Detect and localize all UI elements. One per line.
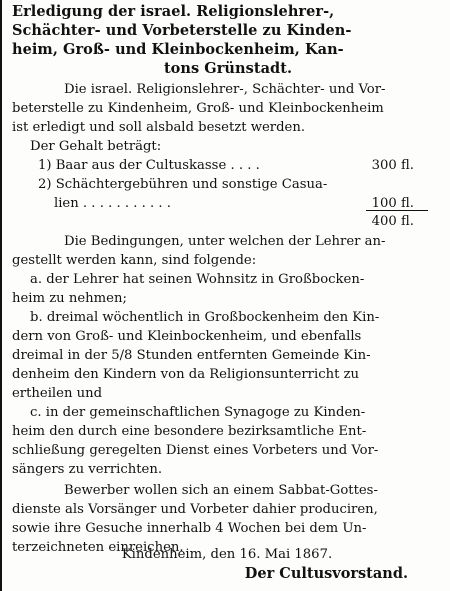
salary-item-1-label: 1) Baar aus der Cultuskasse . . . . [38,158,260,173]
closing-line: sowie ihre Gesuche innerhalb 4 Wochen bei dem Un- [12,521,367,536]
conditions-line: heim den durch eine besondere bezirksamtliche Ent- [12,424,367,439]
conditions-paragraph [12,232,444,479]
conditions-line: b. dreimal wöchentlich in Großbockenheim den Kin- [30,310,380,325]
salary-item-2-label-b: lien . . . . . . . . . . . [54,196,171,211]
intro-line: beterstelle zu Kindenheim, Groß- und Kleinbockenheim [12,101,384,116]
heading-line: tons Grünstadt. [163,60,293,77]
signature: Der Cultusvorstand. [244,565,408,582]
salary-section [12,137,444,213]
heading-line: heim, Groß- und Kleinbockenheim, Kan- [12,41,344,58]
heading-line: Schächter- und Vorbeterstelle zu Kinden- [12,22,352,39]
salary-item-1-amount: 300 fl. [371,158,414,173]
conditions-line: c. in der gemeinschaftlichen Synagoge zu Kinden- [30,405,366,420]
intro-line: ist erledigt und soll alsbald besetzt werden. [12,120,306,135]
conditions-line: gestellt werden kann, sind folgende: [12,253,257,268]
dateline: Kindenheim, den 16. Mai 1867. [121,547,333,562]
conditions-line: dern von Groß- und Kleinbockenheim, und ebenfalls [12,329,362,344]
conditions-line: dreimal in der 5/8 Stunden entfernten Gemeinde Kin- [12,348,371,363]
conditions-line: sängers zu verrichten. [12,462,163,477]
conditions-line: ertheilen und [12,386,103,401]
conditions-line: Die Bedingungen, unter welchen der Lehrer an- [64,234,386,249]
salary-lead: Der Gehalt beträgt: [30,139,162,154]
salary-item-1 [12,156,444,175]
heading-line: Erledigung der israel. Religionslehrer-, [12,3,335,20]
closing-paragraph [12,481,444,557]
closing-line: dienste als Vorsänger und Vorbeter dahier produciren, [12,502,378,517]
salary-item-2-amount: 100 fl. [371,196,414,211]
conditions-line: denheim den Kindern von da Religionsunterricht zu [12,367,360,382]
conditions-line: heim zu nehmen; [12,291,127,306]
salary-total: 400 fl. [371,214,414,229]
closing-line: Bewerber wollen sich an einem Sabbat-Gottes- [64,483,378,498]
intro-paragraph [12,80,444,137]
salary-item-2-label-a: 2) Schächtergebühren und sonstige Casua- [38,177,328,192]
closing-line: terzeichneten einreichen. [12,540,184,555]
conditions-line: schließung geregelten Dienst eines Vorbeters und Vor- [12,443,379,458]
intro-line: Die israel. Religionslehrer-, Schächter- und Vor- [64,82,386,97]
conditions-line: a. der Lehrer hat seinen Wohnsitz in Großbocken- [30,272,365,287]
sum-rule [366,210,428,211]
notice-heading [12,2,444,78]
